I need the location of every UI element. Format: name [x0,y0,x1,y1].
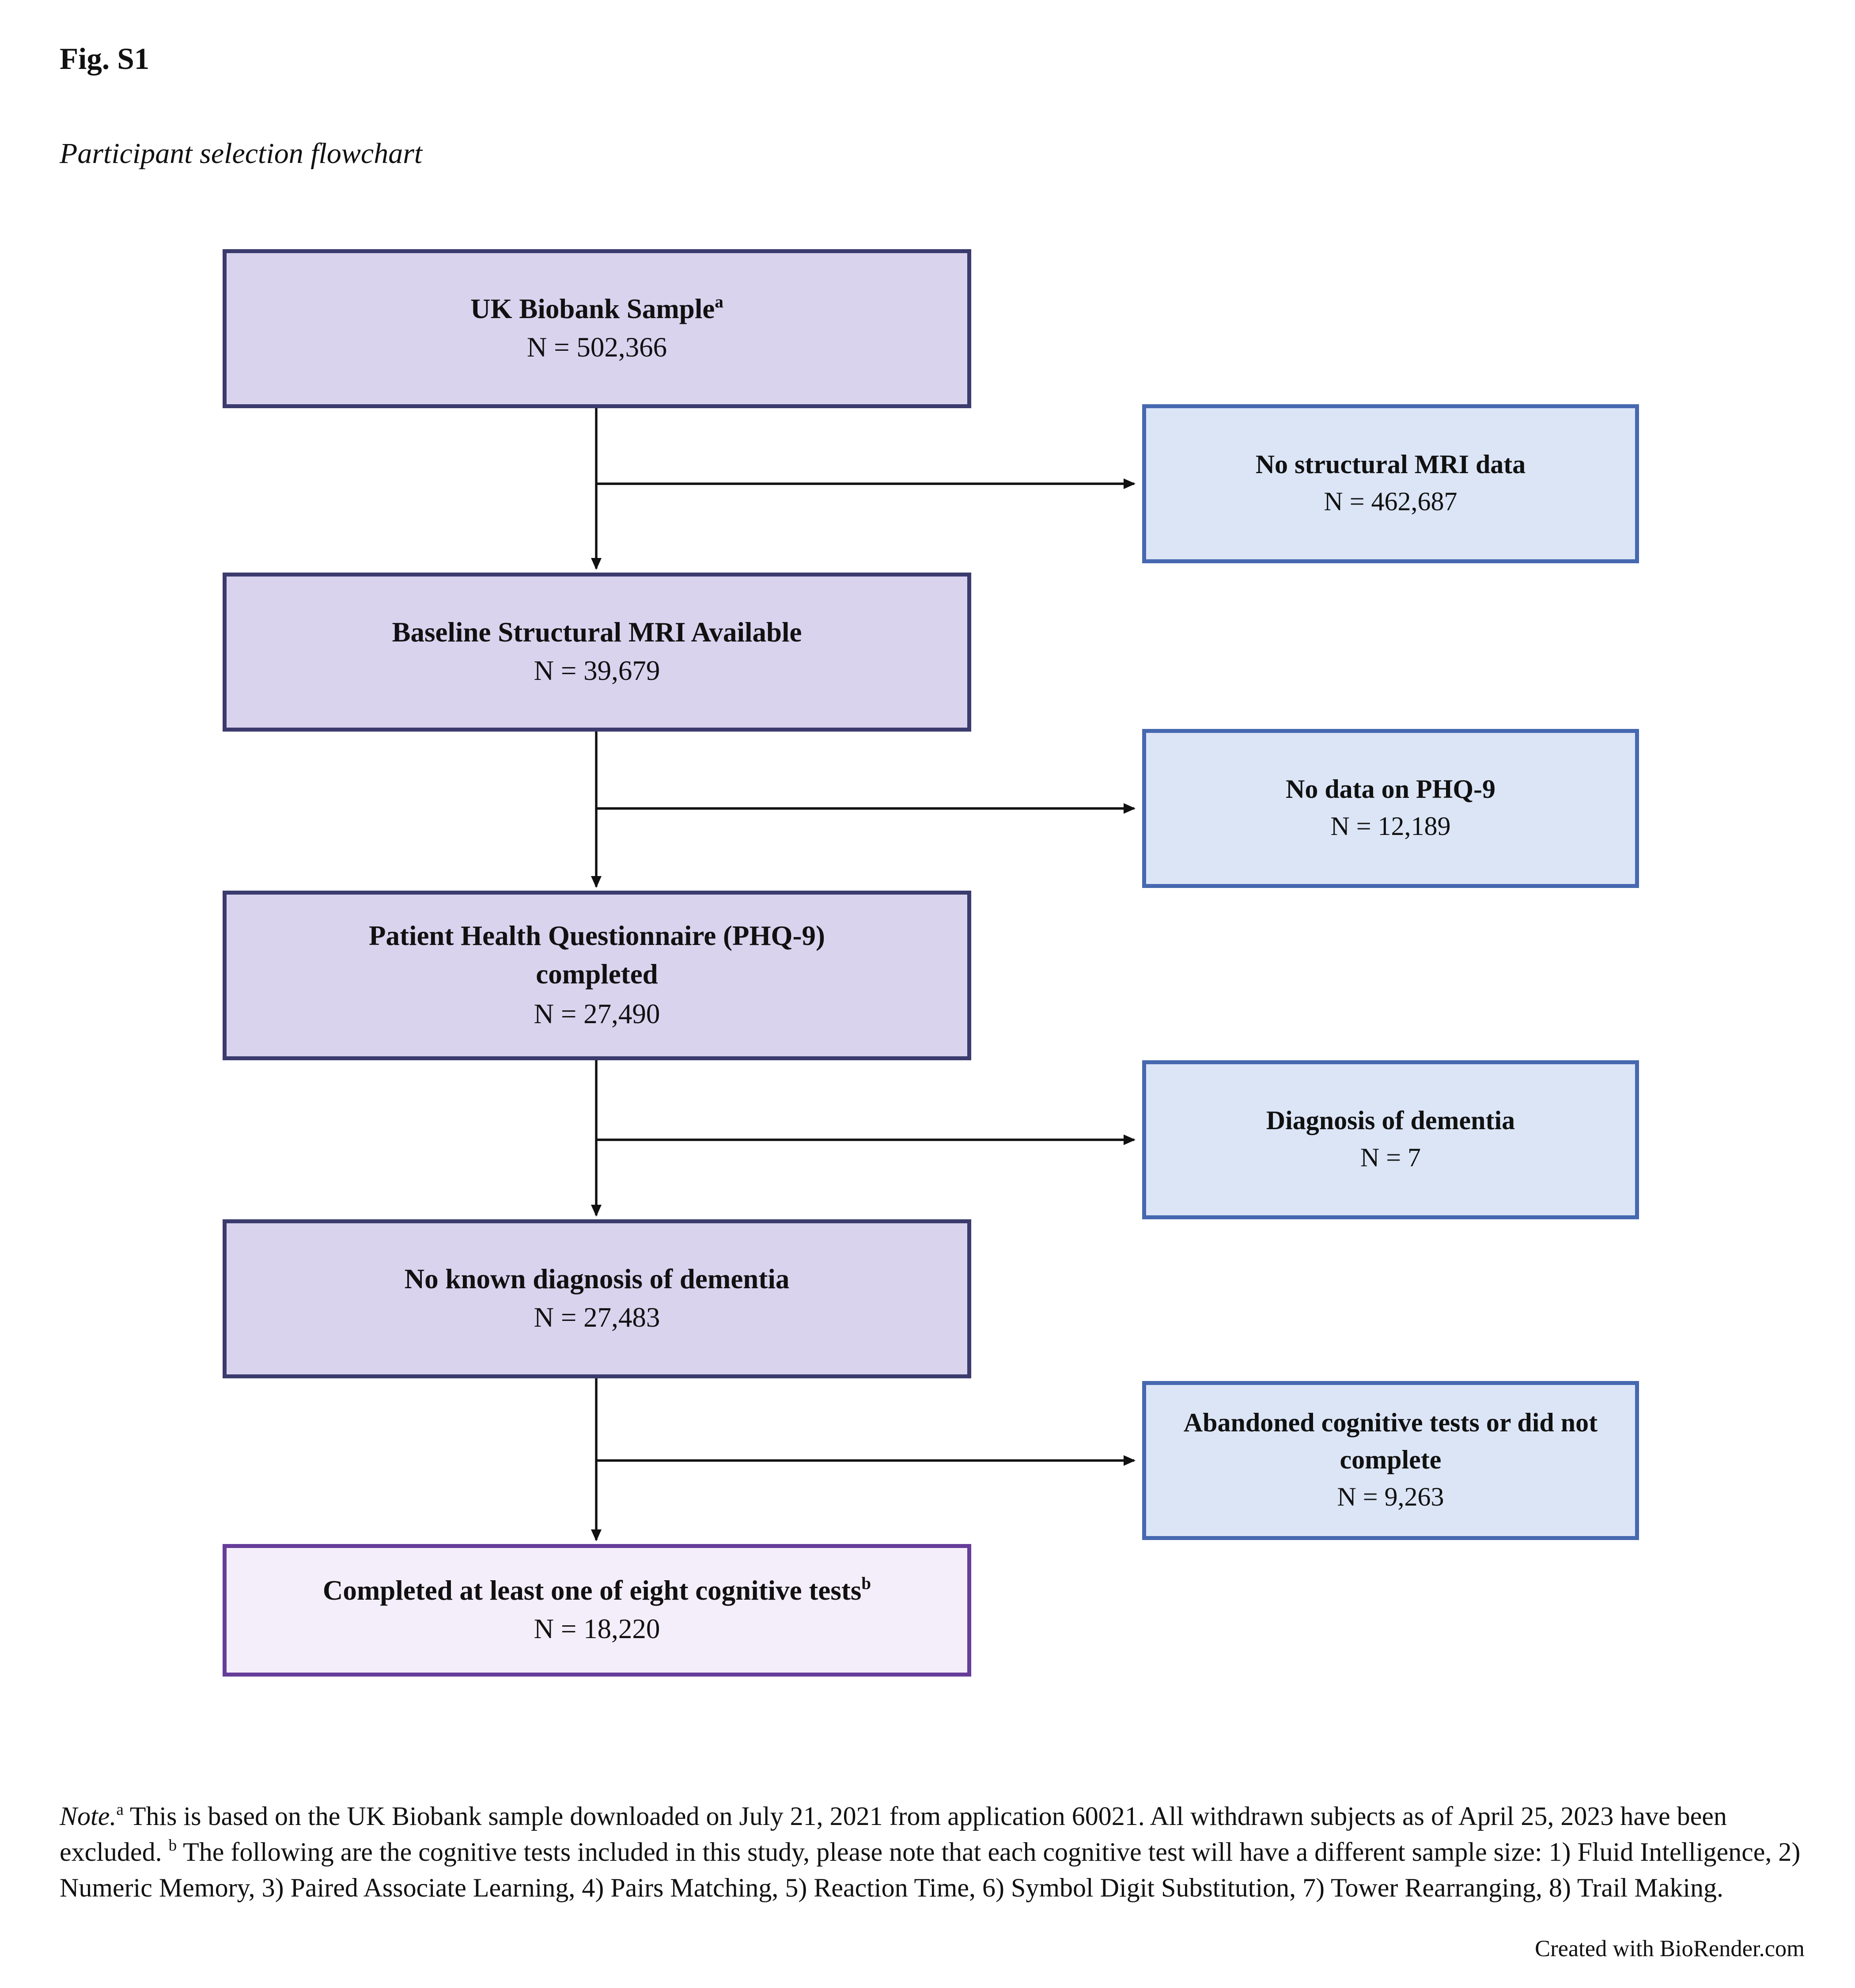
flow-box-title [323,1571,871,1610]
flow-box-title [392,613,802,652]
flow-box-title-text: No known diagnosis of dementia [404,1262,790,1294]
flow-box-no-dementia-diagnosis [223,1219,971,1378]
figure-subtitle: Participant selection flowchart [60,137,423,170]
exclusion-box-count: N = 462,687 [1324,488,1458,517]
exclusion-box-abandoned-tests [1142,1381,1639,1540]
flow-box-title-superscript: a [715,291,723,311]
flow-box-count: N = 27,490 [534,998,660,1030]
flow-box-uk-biobank-sample [223,249,971,408]
note-label: Note. [60,1802,117,1832]
flow-box-title-text: Completed at least one of eight cognitive tests [322,1574,862,1606]
flow-box-count: N = 27,483 [534,1301,660,1333]
flow-box-title-superscript: b [861,1572,871,1593]
note-superscript-a: a [116,1800,124,1819]
flow-box-completed-cognitive-tests [223,1544,971,1677]
flow-box-title-text: Baseline Structural MRI Available [392,615,802,648]
exclusion-box-count: N = 9,263 [1337,1483,1444,1512]
exclusion-box-dementia-diagnosis [1142,1060,1639,1219]
flow-box-title [470,290,723,329]
exclusion-box-title: No data on PHQ-9 [1285,775,1496,804]
note-text-a: This is based on the UK Biobank sample downloaded on July 21, 2021 from application 60021. All withdrawn subjects as of April 25, 2023 have been excluded. [60,1802,1727,1867]
exclusion-box-count: N = 7 [1360,1144,1421,1173]
figure-label: Fig. S1 [60,42,150,76]
exclusion-box-no-phq9-data [1142,729,1639,888]
exclusion-box-title: Abandoned cognitive tests or did not complete [1183,1409,1598,1475]
flow-box-baseline-mri-available [223,573,971,732]
biorender-credit: Created with BioRender.com [1535,1935,1805,1961]
exclusion-box-no-structural-mri [1142,404,1639,563]
flow-box-phq9-completed [223,891,971,1060]
flow-box-count: N = 502,366 [526,331,667,363]
flow-box-title [319,917,875,995]
flow-box-title-text: UK Biobank Sample [470,292,715,324]
flow-box-title-text: Patient Health Questionnaire (PHQ-9) completed [368,919,825,990]
figure-note [60,1800,1809,1907]
note-superscript-b: b [168,1836,177,1855]
exclusion-box-title: Diagnosis of dementia [1266,1107,1515,1136]
exclusion-box-count: N = 12,189 [1330,812,1451,842]
flow-box-title [405,1260,790,1299]
note-text-b: The following are the cognitive tests included in this study, please note that each cognitive test will have a different sample size: 1) Fluid Intelligence, 2) Numeric Memory, 3) Paired Associate Learning, 4) Pairs Matching, 5) Reaction Time, 6) Symbol Digit Substitution, 7) Tower Rearranging, 8) Trail Making. [60,1838,1801,1903]
flow-box-count: N = 18,220 [534,1613,660,1645]
flow-box-count: N = 39,679 [534,655,660,687]
exclusion-box-title: No structural MRI data [1255,451,1526,480]
